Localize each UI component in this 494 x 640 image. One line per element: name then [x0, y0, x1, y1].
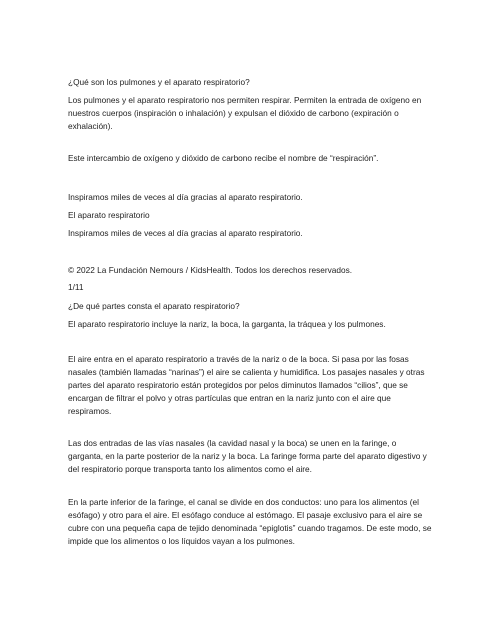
paragraph-breathe-1: Inspiramos miles de veces al día gracias al aparato respiratorio. [68, 192, 303, 202]
paragraph-exchange: Este intercambio de oxígeno y dióxido de carbono recibe el nombre de “respiración”. [68, 153, 379, 163]
heading-parts-question: ¿De qué partes consta el aparato respiratorio? [68, 301, 240, 311]
paragraph-parts: El aparato respiratorio incluye la nariz, la boca, la garganta, la tráquea y los pulmones. [68, 319, 386, 329]
page-counter: 1/11 [68, 282, 84, 292]
paragraph-air-entry: El aire entra en el aparato respiratorio a través de la nariz o de la boca. Si pasa por las fosas nasales (también llamadas “narinas”) el aire se calienta y humidifica. Los pasajes nasales y otras partes del aparato respiratorio están protegidos por pelos diminutos llamados “cilios”, que se encargan de filtrar el polvo y otras partículas que entran en la nariz junto con el aire que respiramos. [68, 354, 425, 416]
copyright-notice: © 2022 La Fundación Nemours / KidsHealth. Todos los derechos reservados. [68, 265, 353, 275]
paragraph-lungs-intro: Los pulmones y el aparato respiratorio nos permiten respirar. Permiten la entrada de oxígeno en nuestros cuerpos (inspiración o inhalación) y expulsan el dióxido de carbono (expiración o exhalación). [68, 95, 422, 131]
paragraph-pharynx: Las dos entradas de las vías nasales (la cavidad nasal y la boca) se unen en la faringe, o garganta, en la parte posterior de la nariz y la boca. La faringe forma parte del aparato digestivo y del respiratorio porque transporta tanto los alimentos como el aire. [68, 438, 427, 474]
paragraph-breathe-2: Inspiramos miles de veces al día gracias al aparato respiratorio. [68, 228, 303, 238]
heading-lungs-question: ¿Qué son los pulmones y el aparato respiratorio? [68, 77, 250, 87]
paragraph-esophagus: En la parte inferior de la faringe, el canal se divide en dos conductos: uno para los alimentos (el esófago) y otro para el aire. El esófago conduce al estómago. El pasaje exclusivo para el aire se cubre con una pequeña capa de tejido denominada “epiglotis” cuando tragamos. De este modo, se impide que los alimentos o los líquidos vayan a los pulmones. [68, 497, 432, 546]
caption-respiratory-system: El aparato respiratorio [68, 210, 150, 220]
